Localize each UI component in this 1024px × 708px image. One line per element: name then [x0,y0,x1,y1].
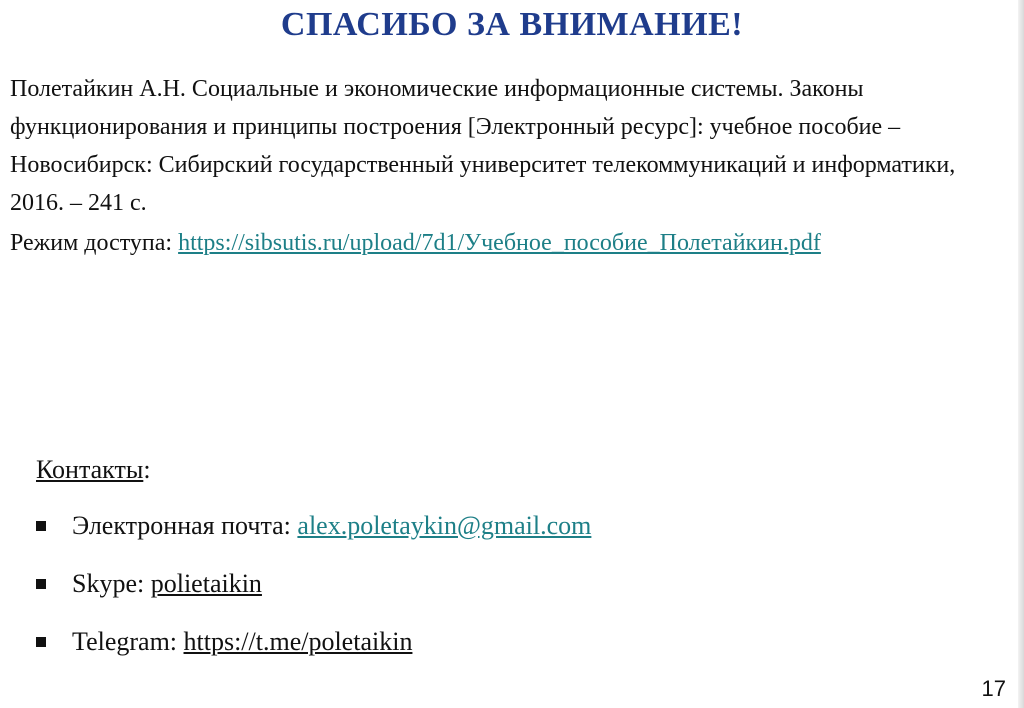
access-url-link[interactable]: https://sibsutis.ru/upload/7d1/Учебное_пособие_Полетайкин.pdf [178,230,821,256]
contact-label: Telegram: [72,627,184,656]
contact-item-skype [36,563,591,621]
access-label: Режим доступа: [10,230,179,256]
contact-label: Skype: [72,569,151,598]
contacts-heading [36,452,151,488]
page-number: 17 [981,676,1006,701]
contacts-heading-text: Контакты [36,455,144,484]
contacts-heading-colon: : [143,455,151,484]
square-bullet-icon [36,579,46,589]
contact-item-telegram [36,621,591,679]
square-bullet-icon [36,521,46,531]
access-mode [10,226,1010,260]
contact-item-email [36,505,591,563]
bibliographic-reference: Полетайкин А.Н. Социальные и экономические информационные системы. Законы функционирования и принципы построения [Электронный ресурс]: учебное пособие – Новосибирск: Сибирский государственный университет телекоммуникаций и информатики, 2016. – 241 с. [10,76,956,216]
telegram-link[interactable]: https://t.me/poletaikin [183,627,413,656]
skype-handle[interactable]: polietaikin [150,569,262,598]
slide-edge-shadow [1018,0,1024,708]
slide-title: СПАСИБО ЗА ВНИМАНИЕ! [280,6,744,43]
email-link[interactable]: alex.poletaykin@gmail.com [297,511,592,540]
square-bullet-icon [36,637,46,647]
contact-list [36,505,591,679]
contact-label: Электронная почта: [72,511,298,540]
